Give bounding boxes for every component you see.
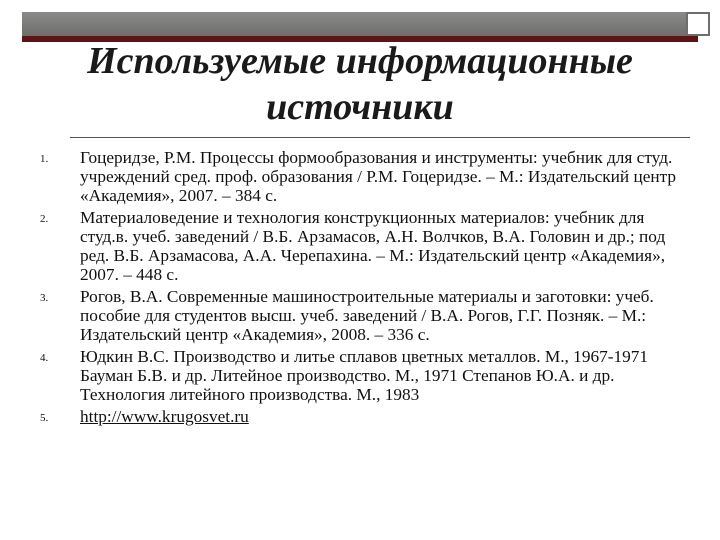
- list-item: [40, 407, 680, 428]
- krugosvet-link[interactable]: http://www.krugosvet.ru: [80, 407, 249, 426]
- list-item-number: 5.: [40, 412, 49, 424]
- list-item-number: 3.: [40, 292, 49, 304]
- title-divider: [70, 137, 690, 138]
- list-item: [40, 287, 680, 344]
- list-item-text: Материаловедение и технология конструкционных материалов: учебник для студ.в. учеб. заведений / В.Б. Арзамасов, А.Н. Волчков, В.А. Головин и др.; под ред. В.Б. Арзамасова, А.А. Черепахина. – М.: Издательский центр «Академия», 2007. – 448 с.: [80, 208, 666, 284]
- page-title-line1: Используемые информационные: [87, 40, 633, 82]
- list-item-text: Гоцеридзе, Р.М. Процессы формообразования и инструменты: учебник для студ. учреждений сред. проф. образования / Р.М. Гоцеридзе. – М.: Издательский центр «Академия», 2007. – 384 с.: [80, 148, 677, 205]
- list-item: [40, 208, 680, 284]
- list-item-text: Юдкин В.С. Производство и литье сплавов цветных металлов. М., 1967-1971 Бауман Б.В. и др. Литейное производство. М., 1971 Степанов Ю.А. и др. Технология литейного производства. М., 1983: [80, 347, 649, 404]
- list-item: [40, 148, 680, 205]
- page-title: [22, 38, 698, 130]
- list-item-number: 4.: [40, 352, 49, 364]
- header-bar: [22, 12, 686, 36]
- list-item-text: [80, 407, 680, 426]
- list-item: [40, 347, 680, 404]
- sources-list: [40, 148, 680, 431]
- page-title-line2: источники: [266, 86, 454, 128]
- list-item-text: Рогов, В.А. Современные машиностроительные материалы и заготовки: учеб. пособие для студентов высш. учеб. заведений / В.А. Рогов, Г.Г. Позняк. – М.: Издательский центр «Академия», 2008. – 336 с.: [80, 287, 654, 344]
- list-item-number: 2.: [40, 213, 49, 225]
- list-item-number: 1.: [40, 153, 49, 165]
- corner-square-decoration: [686, 12, 710, 36]
